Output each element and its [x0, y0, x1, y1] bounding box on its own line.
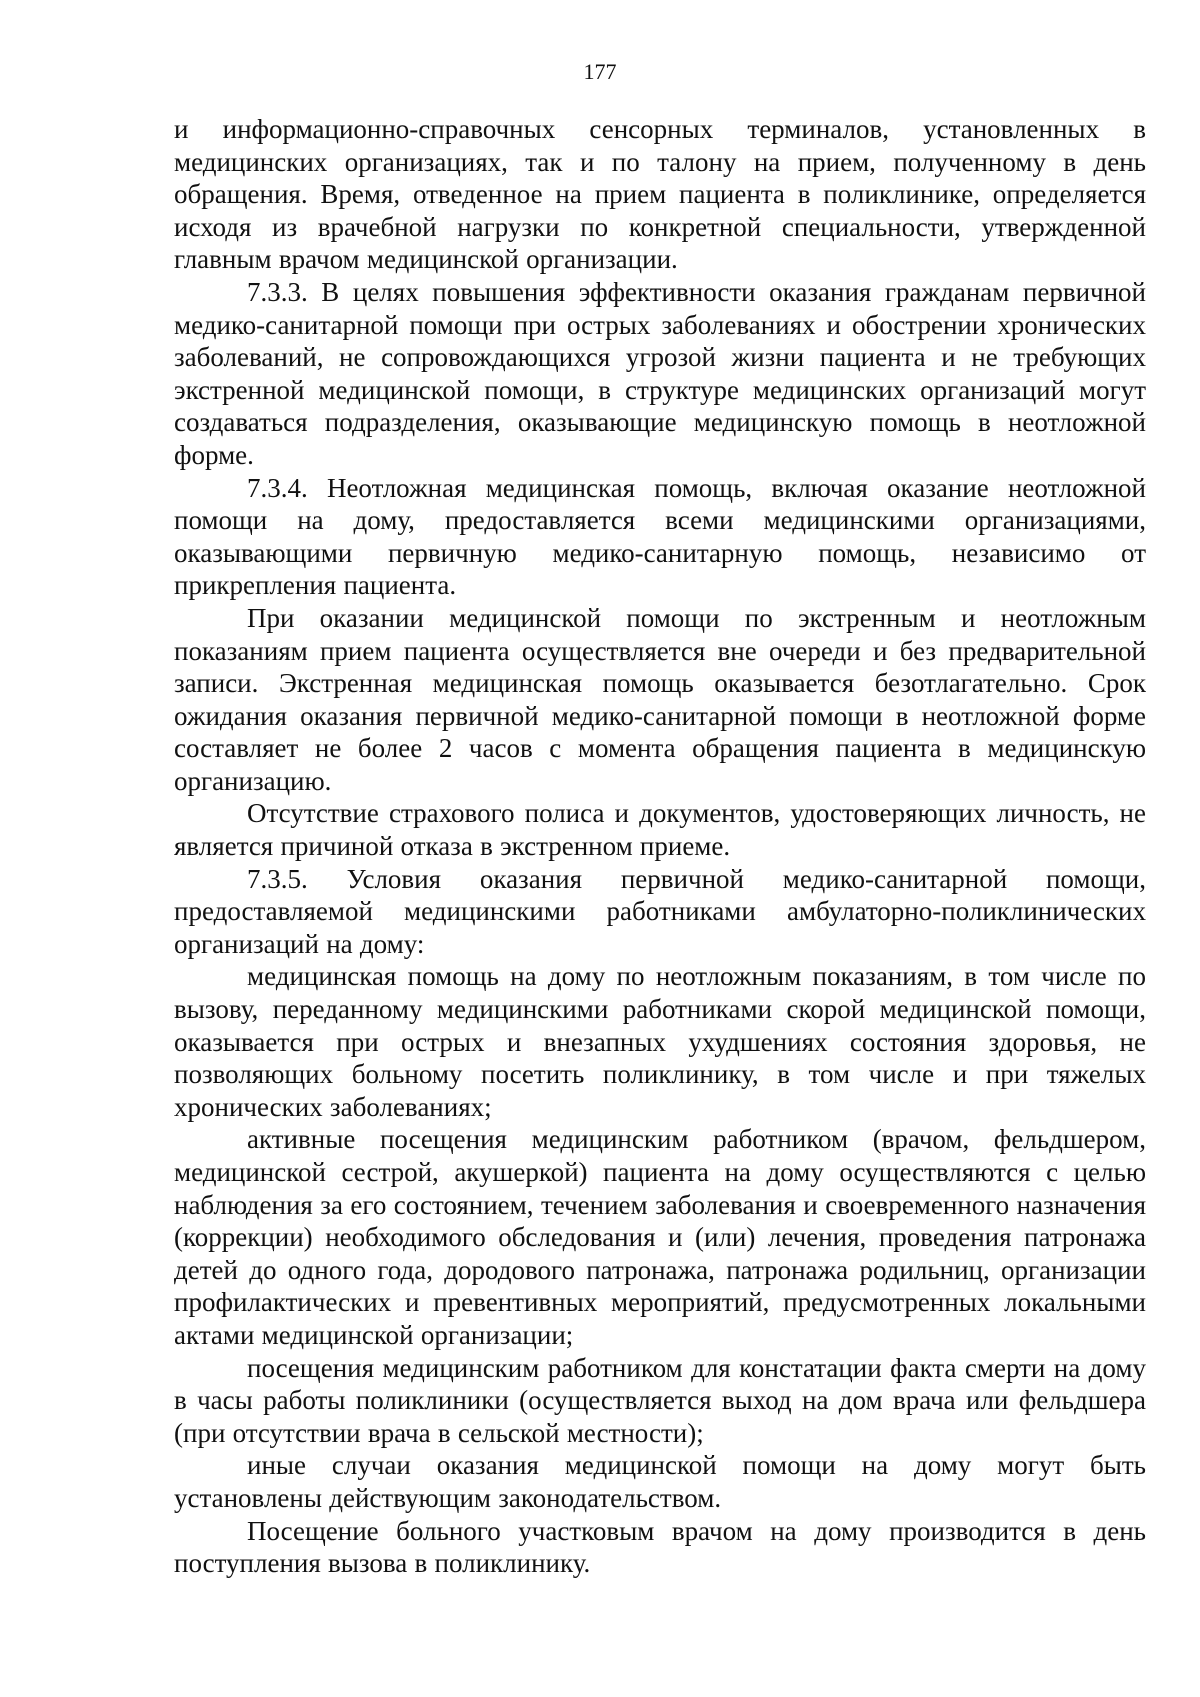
paragraph-district-doctor-visit: Посещение больного участковым врачом на дому производится в день поступления вызова в поликлинику.: [174, 1515, 1146, 1579]
paragraph-home-urgent-care: медицинская помощь на дому по неотложным показаниям, в том числе по вызову, переданному медицинскими работниками скорой медицинской помощи, оказывается при острых и внезапных ухудшениях состояния здоровья, не позволяющих больному посетить поликлинику, в том числе и при тяжелых хронических заболеваниях;: [174, 961, 1146, 1122]
document-body: [174, 113, 1146, 1580]
paragraph-no-insurance-policy: Отсутствие страхового полиса и документов, удостоверяющих личность, не является причиной отказа в экстренном приеме.: [174, 798, 1146, 862]
paragraph-7-3-5: 7.3.5. Условия оказания первичной медико-санитарной помощи, предоставляемой медицинскими работниками амбулаторно-поликлинических организаций на дому:: [174, 863, 1146, 959]
paragraph-emergency-reception: При оказании медицинской помощи по экстренным и неотложным показаниям прием пациента осуществляется вне очереди и без предварительной записи. Экстренная медицинская помощь оказывается безотлагательно. Срок ожидания оказания первичной медико-санитарной помощи в неотложной форме составляет не более 2 часов с момента обращения пациента в медицинскую организацию.: [174, 602, 1146, 796]
page-number: 177: [583, 59, 617, 84]
paragraph-7-3-3: 7.3.3. В целях повышения эффективности оказания гражданам первичной медико-санитарной помощи при острых заболеваниях и обострении хронических заболеваний, не сопровождающихся угрозой жизни пациента и не требующих экстренной медицинской помощи, в структуре медицинских организаций могут создаваться подразделения, оказывающие медицинскую помощь в неотложной форме.: [174, 276, 1146, 470]
paragraph-continuation: и информационно-справочных сенсорных терминалов, установленных в медицинских организациях, так и по талону на прием, полученному в день обращения. Время, отведенное на прием пациента в поликлинике, определяется исходя из врачебной нагрузки по конкретной специальности, утвержденной главным врачом медицинской организации.: [174, 114, 1146, 275]
paragraph-other-cases: иные случаи оказания медицинской помощи на дому могут быть установлены действующим законодательством.: [174, 1450, 1146, 1513]
paragraph-7-3-4: 7.3.4. Неотложная медицинская помощь, включая оказание неотложной помощи на дому, предоставляется всеми медицинскими организациями, оказывающими первичную медико-санитарную помощь, независимо от прикрепления пациента.: [174, 472, 1146, 601]
paragraph-active-home-visits: активные посещения медицинским работником (врачом, фельдшером, медицинской сестрой, акушеркой) пациента на дому осуществляются с целью наблюдения за его состоянием, течением заболевания и своевременного назначения (коррекции) необходимого обследования и (или) лечения, проведения патронажа детей до одного года, дородового патронажа, патронажа родильниц, организации профилактических и превентивных мероприятий, предусмотренных локальными актами медицинской организации;: [174, 1124, 1146, 1350]
paragraph-death-certification-visits: посещения медицинским работником для констатации факта смерти на дому в часы работы поликлиники (осуществляется выход на дом врача или фельдшера (при отсутствии врача в сельской местности);: [174, 1352, 1146, 1448]
